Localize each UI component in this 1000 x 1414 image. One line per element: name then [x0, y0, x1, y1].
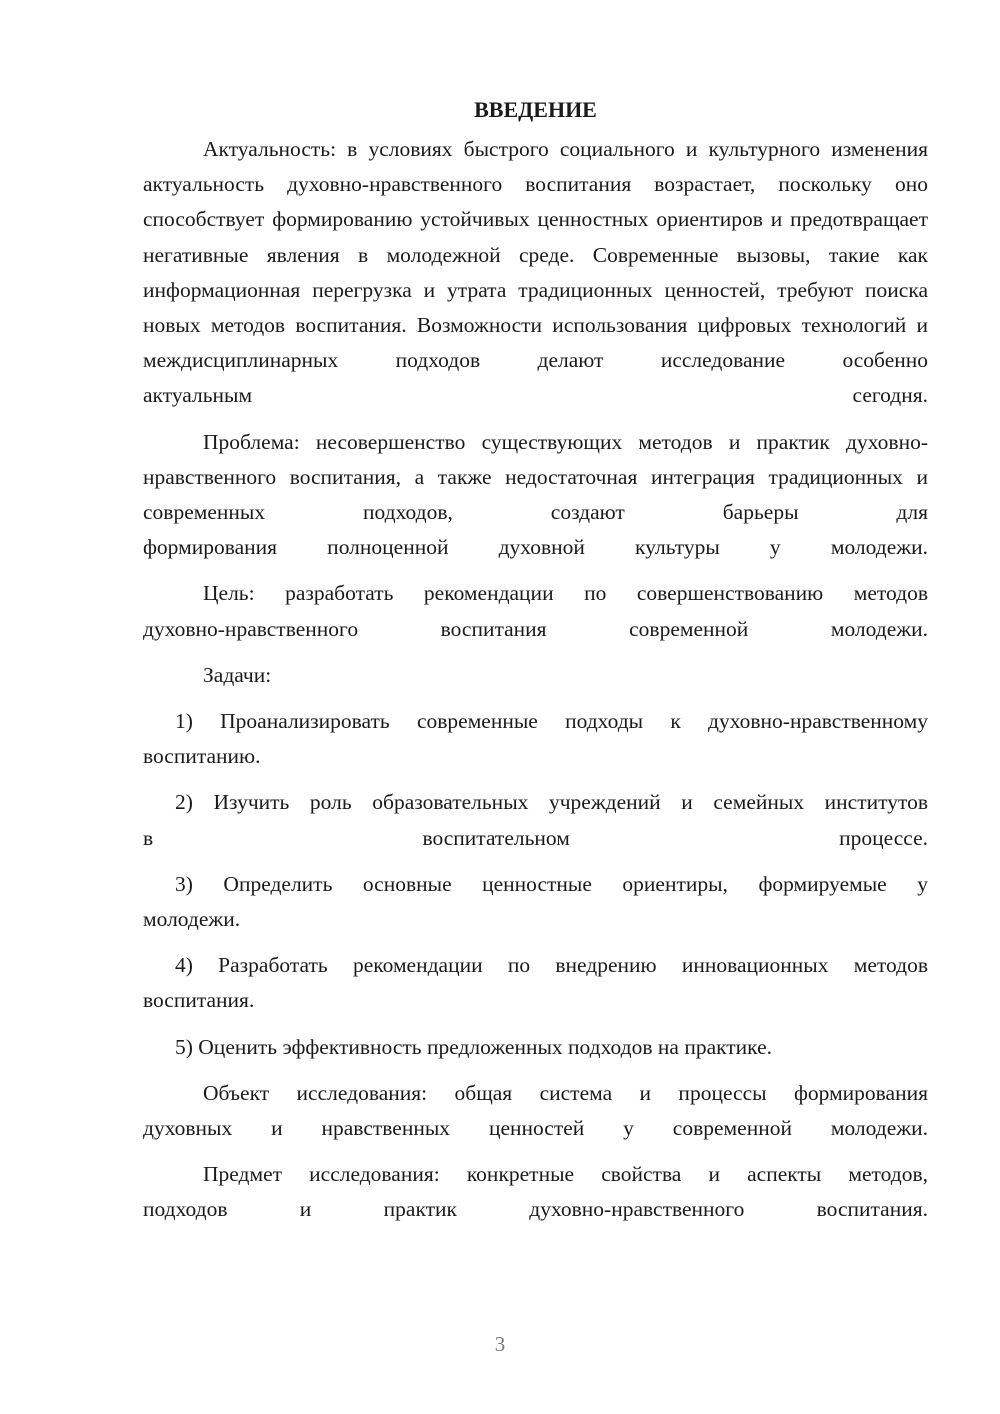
paragraph-problem-tail: формирования полноценной духовной культуры у молодежи.	[143, 535, 928, 560]
task-item-4-body: 4) Разработать рекомендации по внедрению инновационных методов	[175, 953, 928, 978]
tasks-label: Задачи:	[203, 662, 272, 687]
paragraph-goal-tail: духовно-нравственного воспитания современной молодежи.	[143, 616, 928, 641]
paragraph-relevance	[143, 132, 928, 414]
paragraph-problem	[143, 425, 928, 566]
section-title: ВВЕДЕНИЕ	[474, 97, 597, 122]
paragraph-problem-body: Проблема: несовершенство существующих методов и практик духовно-нравственного воспитания, а также недостаточная интеграция традиционных и современных подходов, создают барьеры для	[143, 429, 928, 525]
paragraph-subject-tail: подходов и практик духовно-нравственного воспитания.	[143, 1197, 928, 1222]
task-item-3-body: 3) Определить основные ценностные ориентиры, формируемые у	[175, 871, 928, 896]
paragraph-relevance-body: Актуальность: в условиях быстрого социального и культурного изменения актуальность духовно-нравственного воспитания возрастает, поскольку оно способствует формированию устойчивых ценностных ориентиров и предотвращает негативные явления в молодежной среде. Современные вызовы, такие как информационная перегрузка и утрата традиционных ценностей, требуют поиска новых методов воспитания. Возможности использования цифровых технологий и междисциплинарных подходов делают исследование особенно	[143, 137, 928, 373]
paragraph-subject	[143, 1157, 928, 1227]
task-item-2-body: 2) Изучить роль образовательных учреждений и семейных институтов	[175, 790, 928, 815]
task-item-1-body: 1) Проанализировать современные подходы к духовно-нравственному	[175, 709, 928, 734]
page-number: 3	[494, 1332, 506, 1356]
task-item-4-tail: воспитания.	[143, 988, 255, 1013]
task-item-3-tail: молодежи.	[143, 907, 241, 932]
paragraph-object-body: Объект исследования: общая система и процессы формирования	[203, 1080, 928, 1105]
paragraph-object-tail: духовных и нравственных ценностей у современной молодежи.	[143, 1116, 928, 1141]
paragraph-object	[143, 1076, 928, 1146]
paragraph-subject-body: Предмет исследования: конкретные свойства и аспекты методов,	[203, 1162, 928, 1187]
paragraph-relevance-tail: актуальным сегодня.	[143, 383, 928, 408]
task-item-1-tail: воспитанию.	[143, 744, 261, 769]
task-item-3	[143, 867, 928, 937]
document-page	[143, 92, 928, 1239]
task-item-1	[143, 704, 928, 774]
task-item-5	[143, 1030, 928, 1065]
task-item-5-body: 5) Оценить эффективность предложенных подходов на практике.	[175, 1034, 773, 1059]
paragraph-goal-body: Цель: разработать рекомендации по совершенствованию методов	[203, 581, 928, 606]
task-item-2	[143, 785, 928, 855]
task-item-2-tail: в воспитательном процессе.	[143, 825, 928, 850]
paragraph-goal	[143, 576, 928, 646]
task-item-4	[143, 948, 928, 1018]
